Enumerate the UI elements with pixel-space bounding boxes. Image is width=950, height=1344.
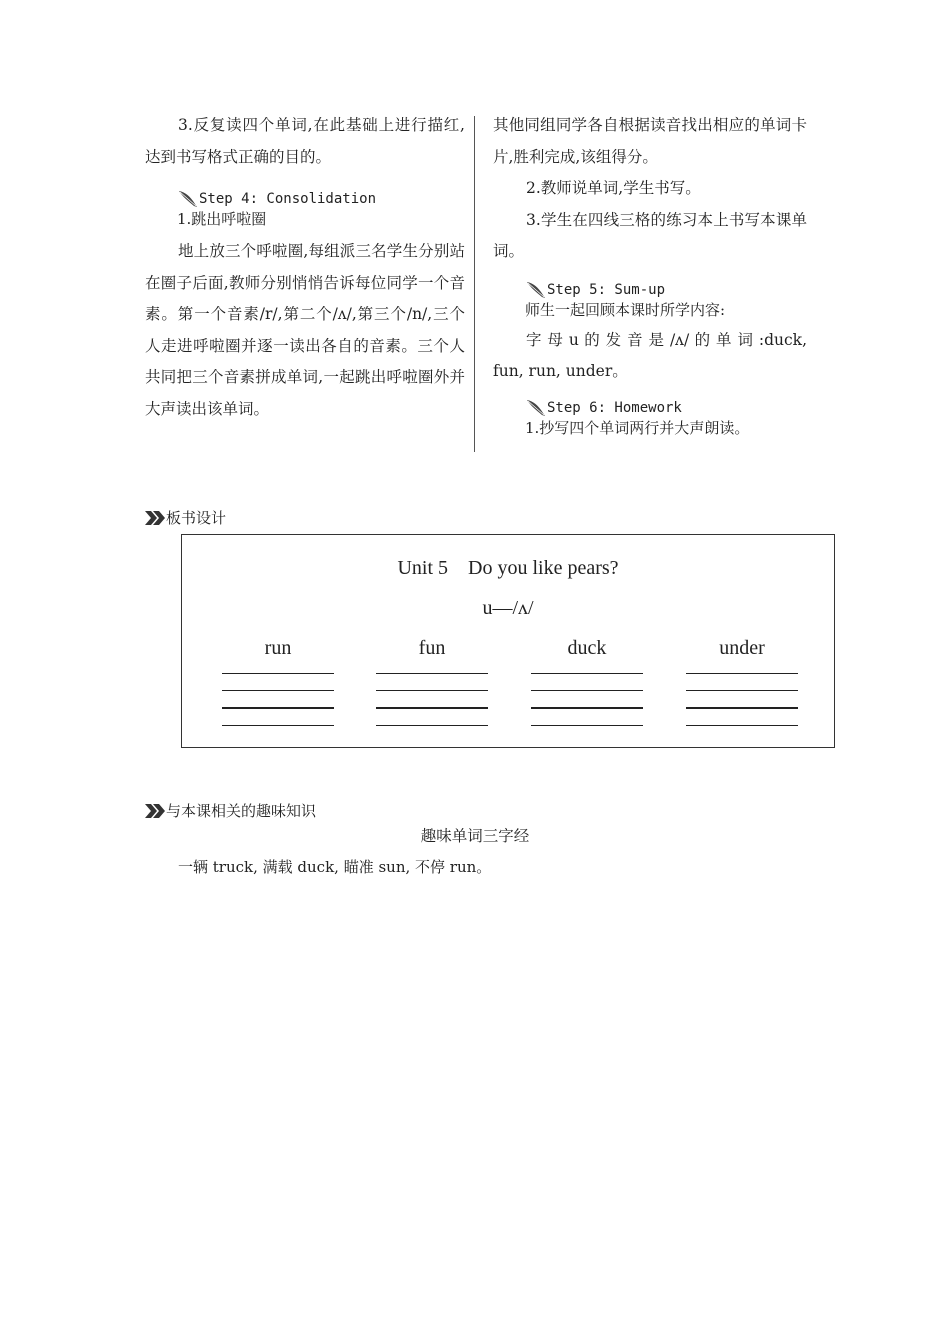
step-4-sub: 1.跳出呼啦圈: [177, 210, 267, 228]
step-5-label: Step 5: Sum-up: [547, 281, 666, 298]
board-word: fun: [418, 637, 446, 659]
board-word: under: [719, 637, 765, 659]
four-line-grid: [222, 673, 334, 729]
board-word: run: [264, 637, 292, 659]
step-4-heading: [177, 189, 465, 209]
four-line-grid: [376, 673, 488, 729]
column-divider: [474, 116, 475, 452]
right-paragraph-1: 其他同组同学各自根据读音找出相应的单词卡片,胜利完成,该组得分。: [493, 116, 807, 166]
left-paragraph-2: 地上放三个呼啦圈,每组派三名学生分别站在圈子后面,教师分别悄悄告诉每位同学一个音素。第一个音素/r/,第二个/ʌ/,第三个/n/,三个人走进呼啦圈并逐一读出各自的音素。三个人共同把三个音素拼成单词,一起跳出呼啦圈外并大声读出该单词。: [145, 242, 465, 418]
fun-line: 一辆 truck, 满载 duck, 瞄准 sun, 不停 run。: [178, 858, 492, 876]
step-4-label: Step 4: Consolidation: [199, 191, 377, 207]
board-design-box: [181, 534, 835, 748]
four-line-grid: [686, 673, 798, 729]
board-section-title: 板书设计: [166, 509, 227, 527]
feather-icon: [177, 189, 199, 209]
right-paragraph-2: 2.教师说单词,学生书写。: [526, 179, 701, 197]
four-line-grid: [531, 673, 643, 729]
step-6-heading: [525, 398, 807, 418]
step-6-sub: 1.抄写四个单词两行并大声朗读。: [525, 418, 750, 437]
step-5-heading: [525, 280, 807, 300]
board-phonics: u—/ʌ/: [482, 597, 534, 619]
feather-icon: [525, 280, 547, 300]
step-5-sub: 师生一起回顾本课时所学内容:: [525, 300, 726, 319]
left-paragraph-1: 3.反复读四个单词,在此基础上进行描红,达到书写格式正确的目的。: [145, 116, 465, 166]
right-paragraph-3: 3.学生在四线三格的练习本上书写本课单词。: [493, 210, 807, 260]
fun-section-heading: [144, 800, 316, 822]
double-chevron-icon: [144, 510, 166, 526]
board-section-heading: [144, 507, 226, 529]
fun-title: 趣味单词三字经: [420, 827, 530, 845]
board-title: Unit 5 Do you like pears?: [397, 557, 619, 579]
right-column: [493, 110, 807, 439]
board-word: duck: [567, 637, 607, 659]
fun-section-title: 与本课相关的趣味知识: [166, 802, 317, 820]
double-chevron-icon: [144, 803, 166, 819]
left-column: [145, 110, 465, 425]
feather-icon: [525, 398, 547, 418]
right-paragraph-4: 字 母 u 的 发 音 是 /ʌ/ 的 单 词 :duck, fun, run, under。: [493, 330, 807, 380]
step-6-label: Step 6: Homework: [547, 399, 682, 416]
